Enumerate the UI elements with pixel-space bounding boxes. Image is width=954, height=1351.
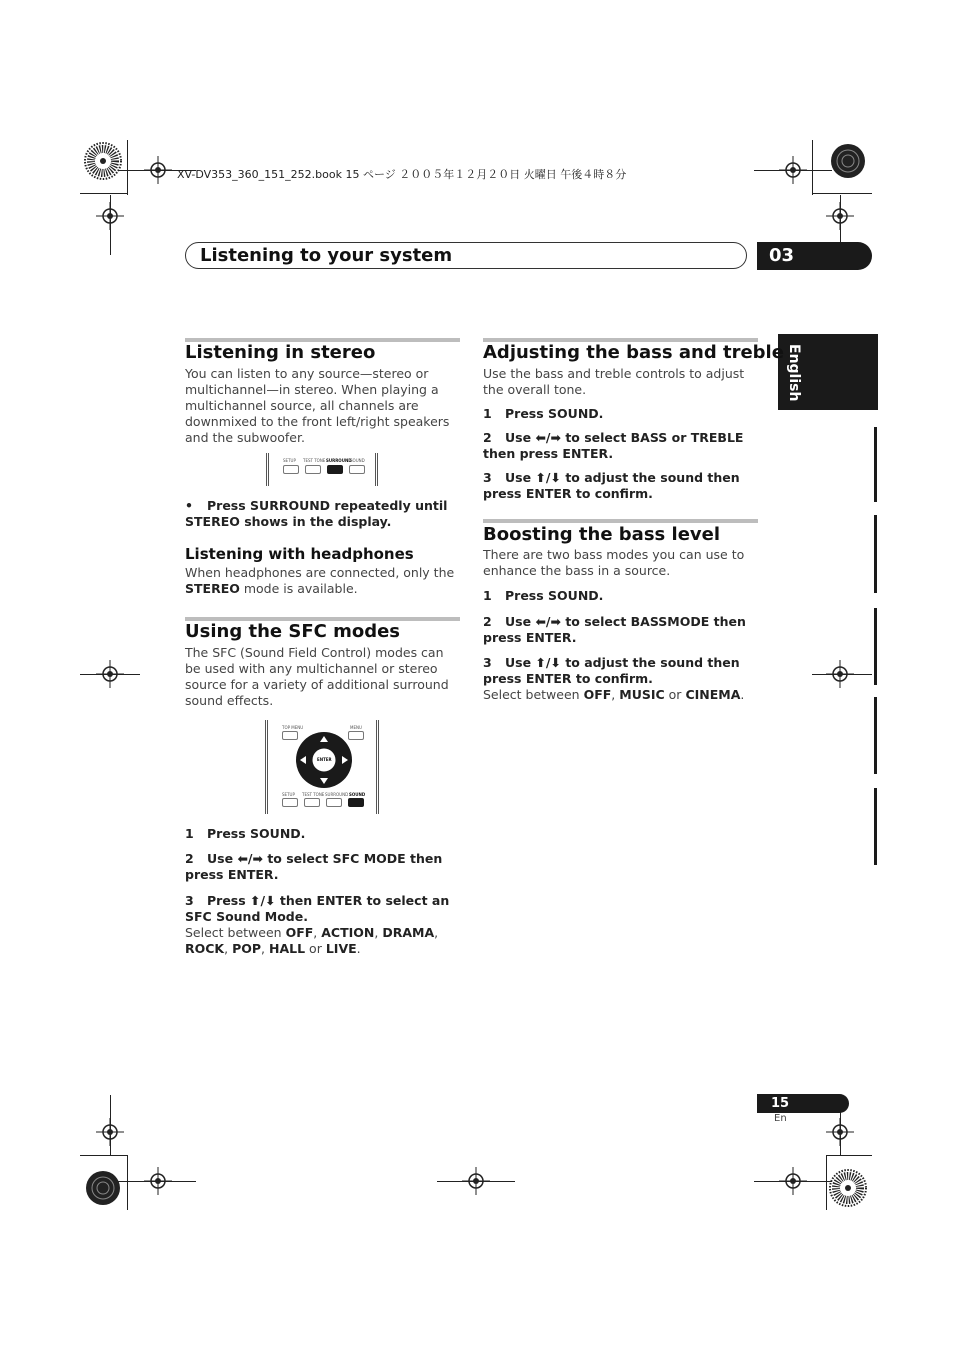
sunburst-mark-icon: [828, 1168, 868, 1208]
option: CINEMA: [685, 687, 741, 702]
or-word: or: [309, 941, 322, 956]
step-text: Press SOUND.: [207, 826, 306, 841]
registration-mark-icon: [779, 156, 807, 184]
bass-level-step-3: [483, 655, 758, 687]
option: HALL: [268, 941, 306, 956]
bass-treble-step-3: [483, 470, 758, 502]
up-down-arrow-icon: ⬆/⬇: [535, 470, 561, 485]
registration-mark-icon: [96, 1118, 124, 1146]
step-number: 2: [483, 614, 492, 629]
bass-level-options: Select between OFF, MUSIC or CINEMA.: [483, 687, 745, 702]
sfc-step-1: [185, 826, 460, 842]
left-right-arrow-icon: ⬅/➡: [535, 614, 561, 629]
step-text: Use: [505, 614, 532, 629]
step-number: 2: [185, 851, 194, 866]
registration-mark-icon: [826, 202, 854, 230]
headphones-stereo: STEREO: [185, 581, 240, 596]
remote-label: SOUND: [349, 792, 366, 797]
step-text: Use: [207, 851, 234, 866]
step-text: Use: [505, 655, 532, 670]
thumb-index-bar: [874, 608, 877, 685]
remote-button-sound: [349, 465, 365, 474]
registration-mark-icon: [96, 202, 124, 230]
left-right-arrow-icon: ⬅/➡: [535, 430, 561, 445]
registration-mark-icon: [779, 1167, 807, 1195]
step-text: to select SFC MODE then press ENTER.: [185, 851, 443, 882]
up-down-arrow-icon: ⬆/⬇: [250, 893, 276, 908]
step-number: 3: [185, 893, 194, 908]
page-lang-code: En: [774, 1113, 787, 1124]
headphones-body: [185, 565, 460, 597]
thumb-index-bar: [874, 427, 877, 502]
step-text: Press SOUND.: [505, 406, 604, 421]
sfc-step-2: [185, 851, 460, 883]
step-number: 1: [483, 406, 492, 421]
bass-level-step-2: [483, 614, 758, 646]
registration-mark-icon: [96, 660, 124, 688]
thumb-index-bar: [874, 515, 877, 593]
section-rule: [483, 519, 758, 523]
option: ACTION: [321, 925, 375, 940]
step-text: to select BASSMODE then press ENTER.: [483, 614, 746, 645]
remote-label: SURROUND: [326, 458, 352, 463]
bullet: •: [185, 498, 193, 513]
remote-illustration-surround: [266, 453, 378, 486]
chapter-bar: [185, 242, 747, 269]
step-text: Press: [207, 893, 246, 908]
sfc-step-3: [185, 893, 460, 925]
remote-button-setup: [283, 465, 299, 474]
heading-headphones: Listening with headphones: [185, 545, 414, 563]
remote-button-surround: [326, 798, 342, 807]
thumb-index-bar: [874, 788, 877, 865]
remote-illustration-sound: [265, 720, 379, 814]
step-number: 3: [483, 655, 492, 670]
heading-bass-treble: Adjusting the bass and treble: [483, 342, 784, 363]
bass-level-body: There are two bass modes you can use to enhance the bass in a source.: [483, 547, 745, 578]
heading-listening-stereo: Listening in stereo: [185, 342, 376, 363]
option: DRAMA: [382, 925, 435, 940]
remote-label: TEST TONE: [303, 458, 326, 463]
remote-button-test-tone: [304, 798, 320, 807]
bass-treble-body: Use the bass and treble controls to adjust the overall tone.: [483, 366, 745, 397]
sunburst-mark-icon: [828, 141, 868, 181]
file-header: XV-DV353_360_151_252.book 15 ページ ２００５年１２月２０日 火曜日 午後４時８分: [177, 168, 627, 181]
remote-enter-label: ENTER: [317, 757, 332, 762]
remote-label: TEST TONE: [302, 792, 325, 797]
remote-label: TOP MENU: [282, 725, 304, 730]
heading-bass-level: Boosting the bass level: [483, 524, 721, 545]
remote-label: SETUP: [282, 792, 295, 797]
registration-mark-icon: [462, 1167, 490, 1195]
heading-sfc: Using the SFC modes: [185, 621, 401, 642]
step-text: to select BASS or TREBLE then press ENTER.: [483, 430, 744, 461]
remote-button-surround: [327, 465, 343, 474]
remote-label: SOUND: [350, 458, 365, 463]
remote-label: SURROUND: [325, 792, 349, 797]
language-tab-label: English: [786, 344, 802, 402]
left-right-arrow-icon: ⬅/➡: [237, 851, 263, 866]
select-intro: Select between: [185, 925, 282, 940]
stereo-instruction-text: Press SURROUND repeatedly until STEREO shows in the display.: [185, 498, 448, 529]
bass-treble-step-2: [483, 430, 758, 462]
or-word: or: [668, 687, 682, 702]
bass-level-step-1: [483, 588, 758, 604]
sfc-body: The SFC (Sound Field Control) modes can be used with any multichannel or stereo source for a variety of additional surround sound effects.: [185, 645, 449, 708]
step-text: to adjust the sound then press ENTER to confirm.: [483, 470, 740, 501]
step-text: to adjust the sound then press ENTER to confirm.: [483, 655, 740, 686]
remote-button-test-tone: [305, 465, 321, 474]
option: OFF: [583, 687, 612, 702]
stereo-body: You can listen to any source—stereo or multichannel—in stereo. When playing a multichannel source, all channels are downmixed to the front left/right speakers and the subwoofer.: [185, 366, 450, 445]
step-text: Use: [505, 430, 532, 445]
chapter-title: Listening to your system: [200, 245, 453, 266]
registration-mark-icon: [144, 156, 172, 184]
step-text: then ENTER to select an SFC Sound Mode.: [185, 893, 450, 924]
sunburst-mark-icon: [83, 1168, 123, 1208]
stereo-instruction: [185, 498, 460, 530]
headphones-text: When headphones are connected, only the: [185, 565, 455, 580]
option: ROCK: [185, 941, 225, 956]
sunburst-mark-icon: [83, 141, 123, 181]
chapter-number: 03: [757, 242, 872, 270]
select-intro: Select between: [483, 687, 580, 702]
option: LIVE: [325, 941, 357, 956]
step-text: Press SOUND.: [505, 588, 604, 603]
remote-label: SETUP: [283, 458, 296, 463]
step-number: 1: [185, 826, 194, 841]
step-number: 3: [483, 470, 492, 485]
registration-mark-icon: [826, 1118, 854, 1146]
remote-button-setup: [282, 798, 298, 807]
option: MUSIC: [619, 687, 665, 702]
remote-label: MENU: [350, 725, 362, 730]
remote-button-sound: [348, 798, 364, 807]
bass-treble-step-1: [483, 406, 758, 422]
step-number: 2: [483, 430, 492, 445]
registration-mark-icon: [826, 660, 854, 688]
registration-mark-icon: [144, 1167, 172, 1195]
up-down-arrow-icon: ⬆/⬇: [535, 655, 561, 670]
step-text: Use: [505, 470, 532, 485]
option: OFF: [285, 925, 314, 940]
page-number: 15: [757, 1094, 849, 1113]
step-number: 1: [483, 588, 492, 603]
headphones-text: mode is available.: [243, 581, 358, 596]
thumb-index-bar: [874, 697, 877, 774]
option: POP: [232, 941, 262, 956]
sfc-options: Select between OFF, ACTION, DRAMA, ROCK, POP, HALL or LIVE.: [185, 925, 439, 956]
